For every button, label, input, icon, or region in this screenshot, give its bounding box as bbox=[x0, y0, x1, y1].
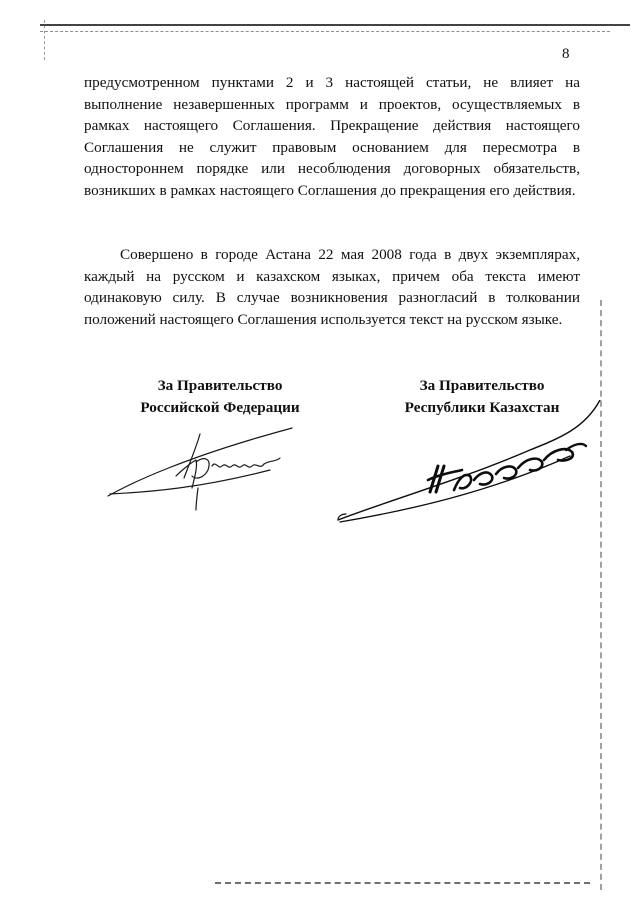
scan-artifact-left-edge bbox=[44, 20, 47, 60]
signature-block-russia bbox=[120, 375, 320, 419]
page-number: 8 bbox=[562, 46, 570, 62]
handwritten-signature-left bbox=[100, 418, 300, 518]
handwritten-signature-right bbox=[330, 400, 605, 530]
scan-artifact-right-edge bbox=[600, 300, 605, 890]
signature-caption-line-1: За Правительство bbox=[157, 377, 283, 394]
signature-caption-line-2: Республики Казахстан bbox=[404, 399, 560, 416]
body-paragraph-2: Совершено в городе Астана 22 мая 2008 года в двух экземплярах, каждый на русском и казахском языках, причем оба текста имеют одинаковую силу. В случае возникновения разногласий в толковании положений настоящего Соглашения используется текст на русском языке. bbox=[84, 246, 580, 328]
signature-caption-line-1: За Правительство bbox=[419, 377, 545, 394]
scan-artifact-bottom-line bbox=[215, 882, 590, 887]
scan-artifact-top-line bbox=[40, 24, 630, 30]
body-paragraph-1: предусмотренном пунктами 2 и 3 настоящей статьи, не влияет на выполнение незавершенных программ и проектов, осуществляемых в рамках настоящего Соглашения. Прекращение действия настоящего Соглашения не служит правовым основанием для пересмотра в одностороннем порядке или несоблюдения договорных обязательств, возникших в рамках настоящего Соглашения до прекращения его действия. bbox=[84, 74, 580, 199]
signature-caption-line-2: Российской Федерации bbox=[140, 399, 300, 416]
scan-artifact-top-dashes bbox=[40, 31, 610, 34]
